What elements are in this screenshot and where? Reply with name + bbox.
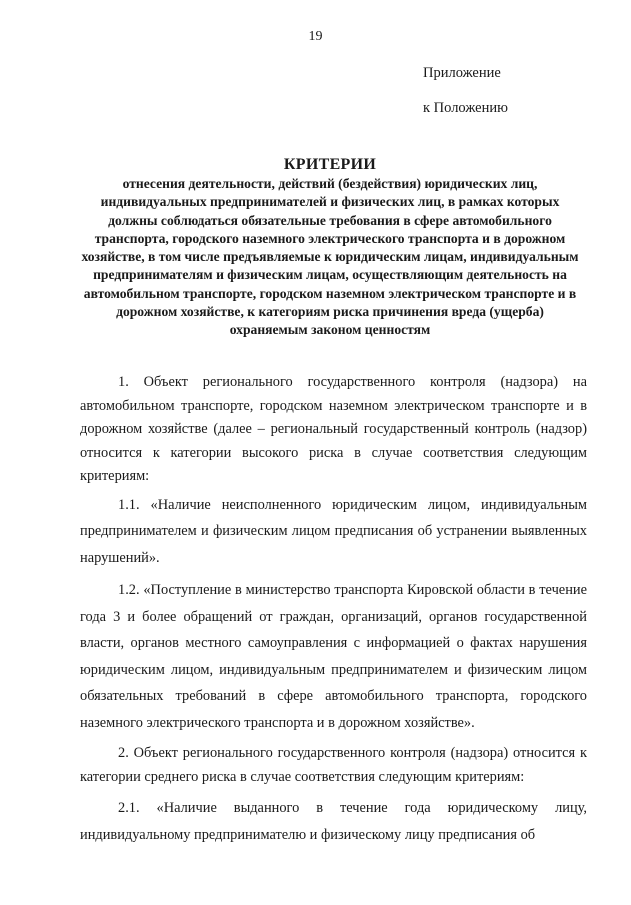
paragraph-2: 2. Объект регионального государственного контроля (надзора) относится к категории среднего риска в случае соответствия следующим критериям:	[80, 745, 587, 785]
document-title: КРИТЕРИИ	[283, 156, 377, 173]
document-subtitle: отнесения деятельности, действий (бездействия) юридических лиц, индивидуальных предпринимателей и физических лиц, в рамках которых должны соблюдаться обязательные требования в сфере автомобильного транспорта, городского наземного электрического транспорта и в дорожном хозяйстве, в том числе предъявляемые к юридическим лицам, индивидуальным предпринимателям и физическим лицам, осуществляющим деятельность на автомобильном транспорте, городском наземном электрическом транспорте и в дорожном хозяйстве, к категориям риска причинения вреда (ущерба) охраняемым законом ценностям	[81, 176, 579, 338]
paragraph-2-1: 2.1. «Наличие выданного в течение года юридическому лицу, индивидуальному предпринимателю и физическому лицу предписания об	[80, 800, 587, 843]
page-number: 19	[308, 29, 323, 44]
appendix-reference: к Положению	[423, 100, 508, 116]
paragraph-1-2: 1.2. «Поступление в министерство транспорта Кировской области в течение года 3 и более обращений от граждан, организаций, органов государственной власти, органов местного самоуправления с информацией о фактах нарушения юридическим лицом, индивидуальным предпринимателем и физическим лицом обязательных требований в сфере автомобильного транспорта, городского наземного электрического транспорта и в дорожном хозяйстве».	[80, 582, 587, 731]
paragraph-1-1: 1.1. «Наличие неисполненного юридическим лицом, индивидуальным предпринимателем и физическим лицом предписания об устранении выявленных нарушений».	[80, 496, 587, 566]
title-block	[80, 155, 580, 340]
appendix-label: Приложение	[423, 65, 501, 81]
document-body	[80, 371, 587, 848]
paragraph-1: 1. Объект регионального государственного контроля (надзора) на автомобильном транспорте, городском наземном электрическом транспорте и в дорожном хозяйстве (далее – региональный государственный контроль (надзор) относится к категории высокого риска в случае соответствия следующим критериям:	[80, 374, 587, 484]
